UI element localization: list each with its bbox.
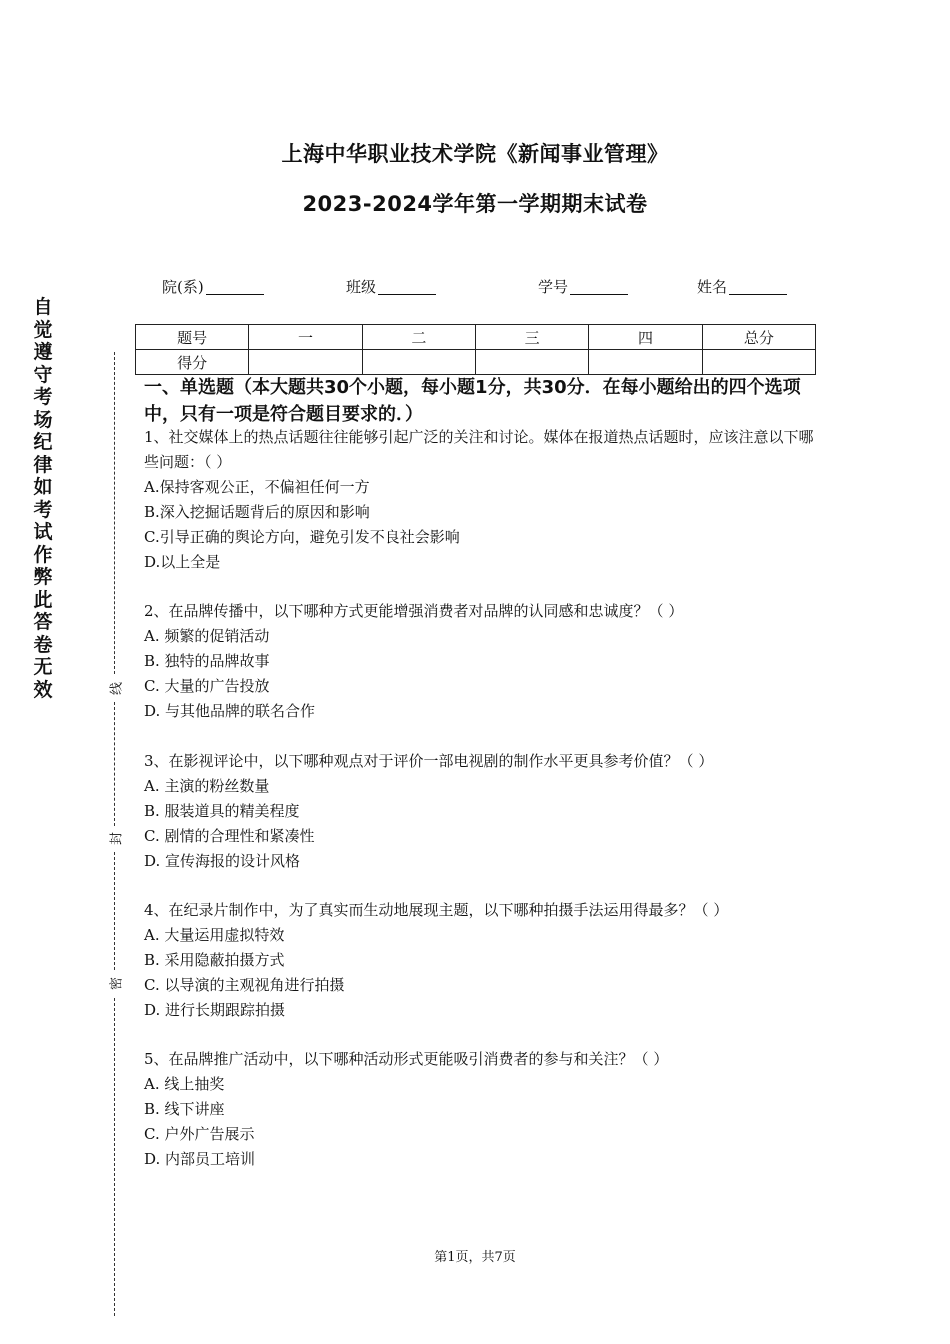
question-stem: 5、在品牌推广活动中，以下哪种活动形式更能吸引消费者的参与和关注？（ ） [144,1050,669,1068]
question-stem: 2、在品牌传播中，以下哪种方式更能增强消费者对品牌的认同感和忠诚度？（ ） [144,602,684,620]
exam-title-line2: 2023-2024学年第一学期期末试卷 [302,192,648,216]
score-row-label: 得分 [136,350,249,375]
score-header-cell: 二 [362,325,475,350]
question-1 [144,425,824,575]
question-stem: 4、在纪录片制作中，为了真实而生动地展现主题，以下哪种拍摄手法运用得最多？（ ） [144,901,729,919]
option-d: D. 内部员工培训 [144,1150,256,1168]
option-b: B.深入挖掘话题背后的原因和影响 [144,503,370,521]
student-id-label: 学号 [538,278,569,296]
score-header-cell: 一 [249,325,362,350]
binding-mark-seal: 封 [106,830,125,848]
option-c: C. 以导演的主观视角进行拍摄 [144,976,345,994]
option-b: B. 独特的品牌故事 [144,652,270,670]
option-d: D.以上全是 [144,553,221,571]
question-3 [144,749,824,874]
option-c: C. 大量的广告投放 [144,677,270,695]
question-4 [144,898,824,1023]
score-cell [702,350,815,375]
option-c: C.引导正确的舆论方向，避免引发不良社会影响 [144,528,460,546]
question-5 [144,1047,824,1172]
option-c: C. 户外广告展示 [144,1125,255,1143]
name-label: 姓名 [697,278,728,296]
binding-mark-line: 线 [106,680,125,698]
name-field [697,276,787,297]
option-a: A.保持客观公正，不偏袒任何一方 [144,478,370,496]
score-header-cell: 题号 [136,325,249,350]
name-blank [729,278,787,295]
score-cell [362,350,475,375]
class-label: 班级 [346,278,377,296]
question-stem: 1、社交媒体上的热点话题往往能够引起广泛的关注和讨论。媒体在报道热点话题时，应该注意以下哪些问题：（ ） [144,428,814,471]
score-header-cell: 三 [475,325,588,350]
option-a: A. 大量运用虚拟特效 [144,926,285,944]
student-id-field [538,276,628,297]
option-d: D. 与其他品牌的联名合作 [144,702,316,720]
class-blank [378,278,436,295]
score-cell [249,350,362,375]
option-a: A. 主演的粉丝数量 [144,777,270,795]
option-d: D. 宣传海报的设计风格 [144,852,301,870]
exam-title-line1: 上海中华职业技术学院《新闻事业管理》 [281,142,669,166]
page-number: 第1页，共7页 [434,1250,516,1265]
score-header-cell: 总分 [702,325,815,350]
option-a: A. 线上抽奖 [144,1075,225,1093]
section-heading: 一、单选题（本大题共30个小题，每小题1分，共30分．在每小题给出的四个选项中，只有一项是符合题目要求的．） [144,377,801,425]
binding-dashed-line [114,702,115,826]
score-header-cell: 四 [589,325,702,350]
binding-dashed-line [114,352,115,674]
department-label: 院(系) [162,278,204,296]
student-id-blank [570,278,628,295]
binding-dashed-line [114,852,115,970]
score-table [135,324,816,375]
score-table-score-row [136,350,816,375]
option-b: B. 采用隐蔽拍摄方式 [144,951,285,969]
score-table-header-row [136,325,816,350]
binding-dashed-line [114,998,115,1316]
student-info-row [0,276,950,300]
question-stem: 3、在影视评论中，以下哪种观点对于评价一部电视剧的制作水平更具参考价值？（ ） [144,752,714,770]
score-cell [589,350,702,375]
class-field [346,276,436,297]
question-2 [144,599,824,724]
score-cell [475,350,588,375]
binding-mark-secret: 密 [106,975,125,993]
option-c: C. 剧情的合理性和紧凑性 [144,827,315,845]
option-b: B. 服装道具的精美程度 [144,802,300,820]
option-a: A. 频繁的促销活动 [144,627,270,645]
exam-discipline-warning: 自觉遵守考场纪律如考试作弊此答卷无效 [33,296,53,701]
department-blank [206,278,264,295]
option-d: D. 进行长期跟踪拍摄 [144,1001,286,1019]
department-field [162,276,264,297]
option-b: B. 线下讲座 [144,1100,225,1118]
